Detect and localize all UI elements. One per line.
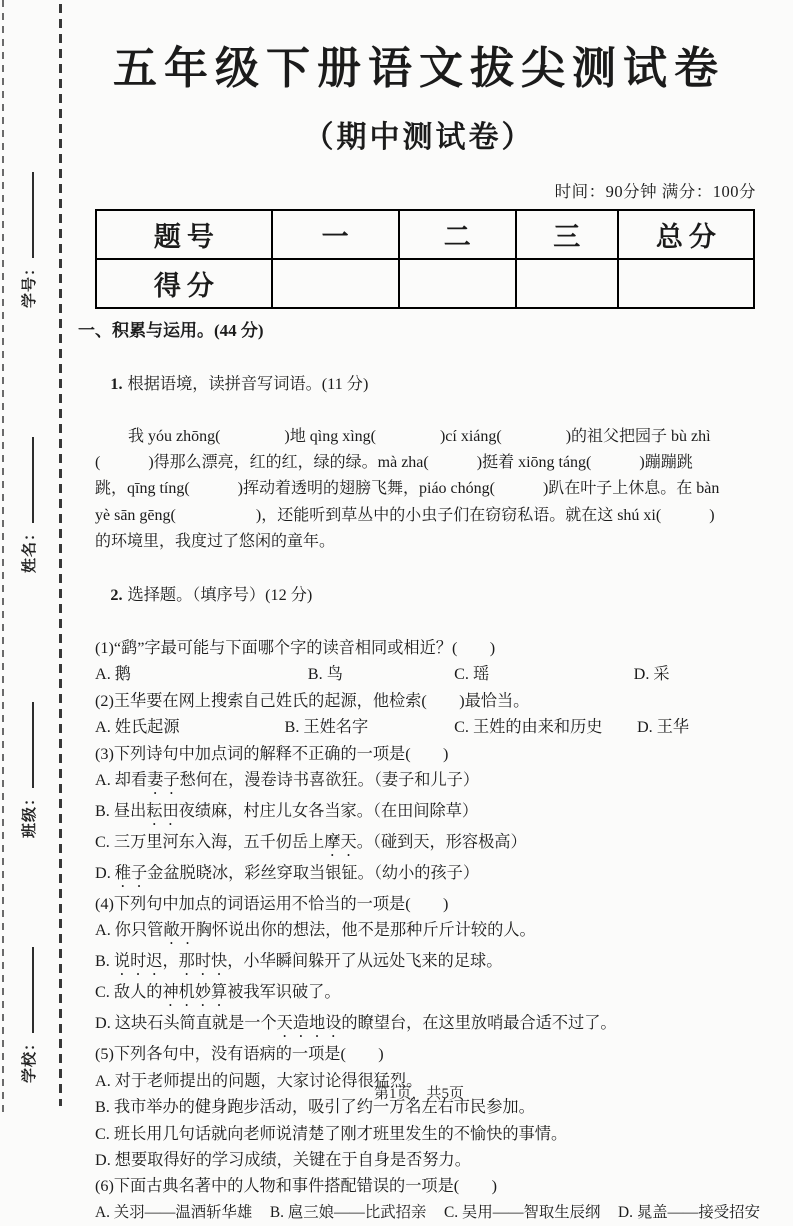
option-a: A. 鹅 — [95, 665, 131, 684]
subquestion-2-stem: (2)王华要在网上搜索自己姓氏的起源，他检索( )最恰当。 — [95, 691, 530, 710]
time-score-info: 时间：90分钟 满分：100分 — [554, 182, 756, 201]
option-text: 胸怀说出你的想法，他不是那种斤斤计较的人。 — [195, 921, 536, 940]
option-text: 的瞭望台，在这里放哨最合适不过了。 — [341, 1014, 617, 1033]
option-d: D. 采 — [633, 665, 670, 684]
score-blank-cell — [272, 259, 399, 308]
option-a: A. 关羽——温酒斩华雄 — [95, 1203, 253, 1221]
emphasized-word: 敞开 — [163, 921, 196, 940]
option-d — [95, 1010, 760, 1041]
option-b: B. 我市举办的健身跑步活动，吸引了约一万名左右市民参加。 — [95, 1098, 535, 1117]
question-2-subquestions — [78, 635, 760, 1226]
option-text: B. 昼出 — [95, 801, 147, 820]
score-blank-cell — [618, 259, 754, 308]
subquestion-4-stem: (4)下列句中加点的词语运用不恰当的一项是( ) — [95, 894, 449, 913]
seal-field-name — [18, 395, 44, 615]
score-table-header-row — [96, 210, 754, 259]
option-d: D. 晁盖——接受招安 — [618, 1203, 760, 1221]
option-c: C. 吴用——智取生辰纲 — [443, 1203, 601, 1221]
passage-line: yè sān gēng( )，还能听到草丛中的小虫子们在窃窃私语。就在这 shú xi( ) — [95, 506, 715, 524]
question-1-title — [78, 344, 760, 423]
emphasized-word: 稚子 — [114, 863, 148, 882]
question-1-passage — [78, 424, 760, 556]
option-d: D. 王华 — [636, 718, 690, 737]
score-table-cell-two: 二 — [399, 210, 516, 259]
passage-line: 的环境里，我度过了悠闲的童年。 — [95, 533, 336, 551]
seal-fill-line — [20, 947, 34, 1033]
emphasized-word: 耘田 — [146, 801, 179, 820]
score-table-cell-one: 一 — [272, 210, 399, 259]
score-table-cell-tihao: 题号 — [96, 210, 272, 259]
subquestion-1-options — [95, 661, 760, 687]
option-c — [95, 829, 760, 860]
option-a: A. 对于老师提出的问题，大家讨论得很猛烈。 — [95, 1071, 423, 1090]
emphasized-word: 天造地设 — [276, 1014, 342, 1033]
option-c — [95, 979, 760, 1010]
option-text: A. 你只管 — [95, 921, 164, 940]
option-b: B. 鸟 — [307, 665, 343, 684]
option-b — [95, 948, 760, 979]
option-text: B. — [95, 952, 114, 971]
option-text: 。（碰到天，形容极高） — [356, 832, 527, 851]
score-blank-cell — [516, 259, 618, 308]
option-text: 夜绩麻，村庄儿女各当家。（在田间除草） — [178, 801, 479, 820]
option-b: B. 扈三娘——比武招亲 — [269, 1203, 427, 1221]
subquestion-1-stem: (1)“鹞”字最可能与下面哪个字的读音相同或相近？( ) — [95, 638, 496, 657]
option-c: C. 瑶 — [454, 665, 490, 684]
question-2-number: 2. — [110, 586, 123, 605]
page-content — [78, 26, 760, 1226]
subquestion-6-options — [95, 1200, 760, 1226]
subquestion-5-stem: (5)下列各句中，没有语病的一项是( ) — [95, 1045, 384, 1064]
option-a: A. 姓氏起源 — [95, 718, 180, 737]
section-1-heading: 一、积累与运用。(44 分) — [78, 321, 264, 340]
passage-line: ( )得那么漂亮，红的红，绿的绿。mà zha( )挺着 xiōng táng( )蹦蹦跳 — [95, 454, 693, 472]
score-table — [95, 209, 755, 309]
page-edge-dashed-line — [2, 0, 4, 1112]
option-text: D. — [95, 863, 115, 882]
option-d: D. 想要取得好的学习成绩，关键在于自身是否努力。 — [95, 1150, 471, 1169]
subquestion-2-options — [95, 714, 760, 740]
seal-field-school — [18, 905, 44, 1125]
passage-line: 跳，qīng tíng( )挥动着透明的翅膀飞舞，piáo chóng( )趴在叶子上休息。在 bàn — [95, 480, 720, 498]
paper-subtitle: （期中测试卷） — [303, 121, 535, 154]
seal-field-student-id — [18, 130, 44, 350]
option-text: C. 敌人的 — [95, 983, 163, 1002]
option-b: B. 王姓名字 — [284, 718, 369, 737]
question-1-number: 1. — [110, 374, 123, 393]
emphasized-word: 说时迟，那时快 — [113, 952, 228, 971]
binding-seal-line — [59, 4, 62, 1106]
seal-fill-line — [20, 172, 34, 258]
subquestion-6-stem: (6)下面古典名著中的人物和事件搭配错误的一项是( ) — [95, 1177, 497, 1196]
score-blank-cell — [399, 259, 516, 308]
option-a — [95, 917, 760, 948]
seal-fill-line — [20, 437, 34, 523]
option-text: A. 却看 — [95, 770, 148, 789]
question-2-title — [78, 556, 760, 635]
emphasized-word: 妻子 — [147, 770, 180, 789]
passage-line: 我 yóu zhōng( )地 qìng xìng( )cí xiáng( )的祖父把园子 bù zhì — [128, 427, 711, 445]
option-b — [95, 798, 760, 829]
question-2-text: 选择题。（填序号）(12 分) — [127, 586, 313, 605]
score-table-score-row — [96, 259, 754, 308]
seal-label-class: 班级： — [22, 790, 38, 839]
option-text: 被我军识破了。 — [227, 983, 341, 1002]
score-table-cell-three: 三 — [516, 210, 618, 259]
seal-fill-line — [20, 702, 34, 788]
option-a — [95, 767, 760, 798]
option-text: D. 这块石头简直就是一个 — [95, 1014, 277, 1033]
score-table-cell-total: 总分 — [618, 210, 754, 259]
option-c: C. 班长用几句话就向老师说清楚了刚才班里发生的不愉快的事情。 — [95, 1124, 568, 1143]
seal-label-name: 姓名： — [22, 525, 38, 574]
option-text: 金盆脱晓冰，彩丝穿取当银钲。（幼小的孩子） — [147, 863, 480, 882]
option-d — [95, 860, 760, 891]
paper-title: 五年级下册语文拔尖测试卷 — [113, 44, 725, 93]
emphasized-word: 摩天 — [324, 832, 357, 851]
option-text: C. 三万里河东入海，五千仞岳上 — [95, 832, 325, 851]
seal-label-student-id: 学号： — [22, 260, 38, 309]
option-text: 愁何在，漫卷诗书喜欲狂。（妻子和儿子） — [179, 770, 480, 789]
score-table-cell-defen: 得分 — [96, 259, 272, 308]
option-c: C. 王姓的由来和历史 — [454, 718, 603, 737]
page-number: 第1页，共5页 — [373, 1086, 464, 1102]
seal-label-school: 学校： — [22, 1035, 38, 1084]
emphasized-word: 神机妙算 — [162, 983, 228, 1002]
question-1-text: 根据语境，读拼音写词语。(11 分) — [127, 374, 369, 393]
option-text: ，小华瞬间躲开了从远处飞来的足球。 — [227, 952, 503, 971]
seal-field-class — [18, 660, 44, 880]
subquestion-3-stem: (3)下列诗句中加点词的解释不正确的一项是( ) — [95, 744, 449, 763]
